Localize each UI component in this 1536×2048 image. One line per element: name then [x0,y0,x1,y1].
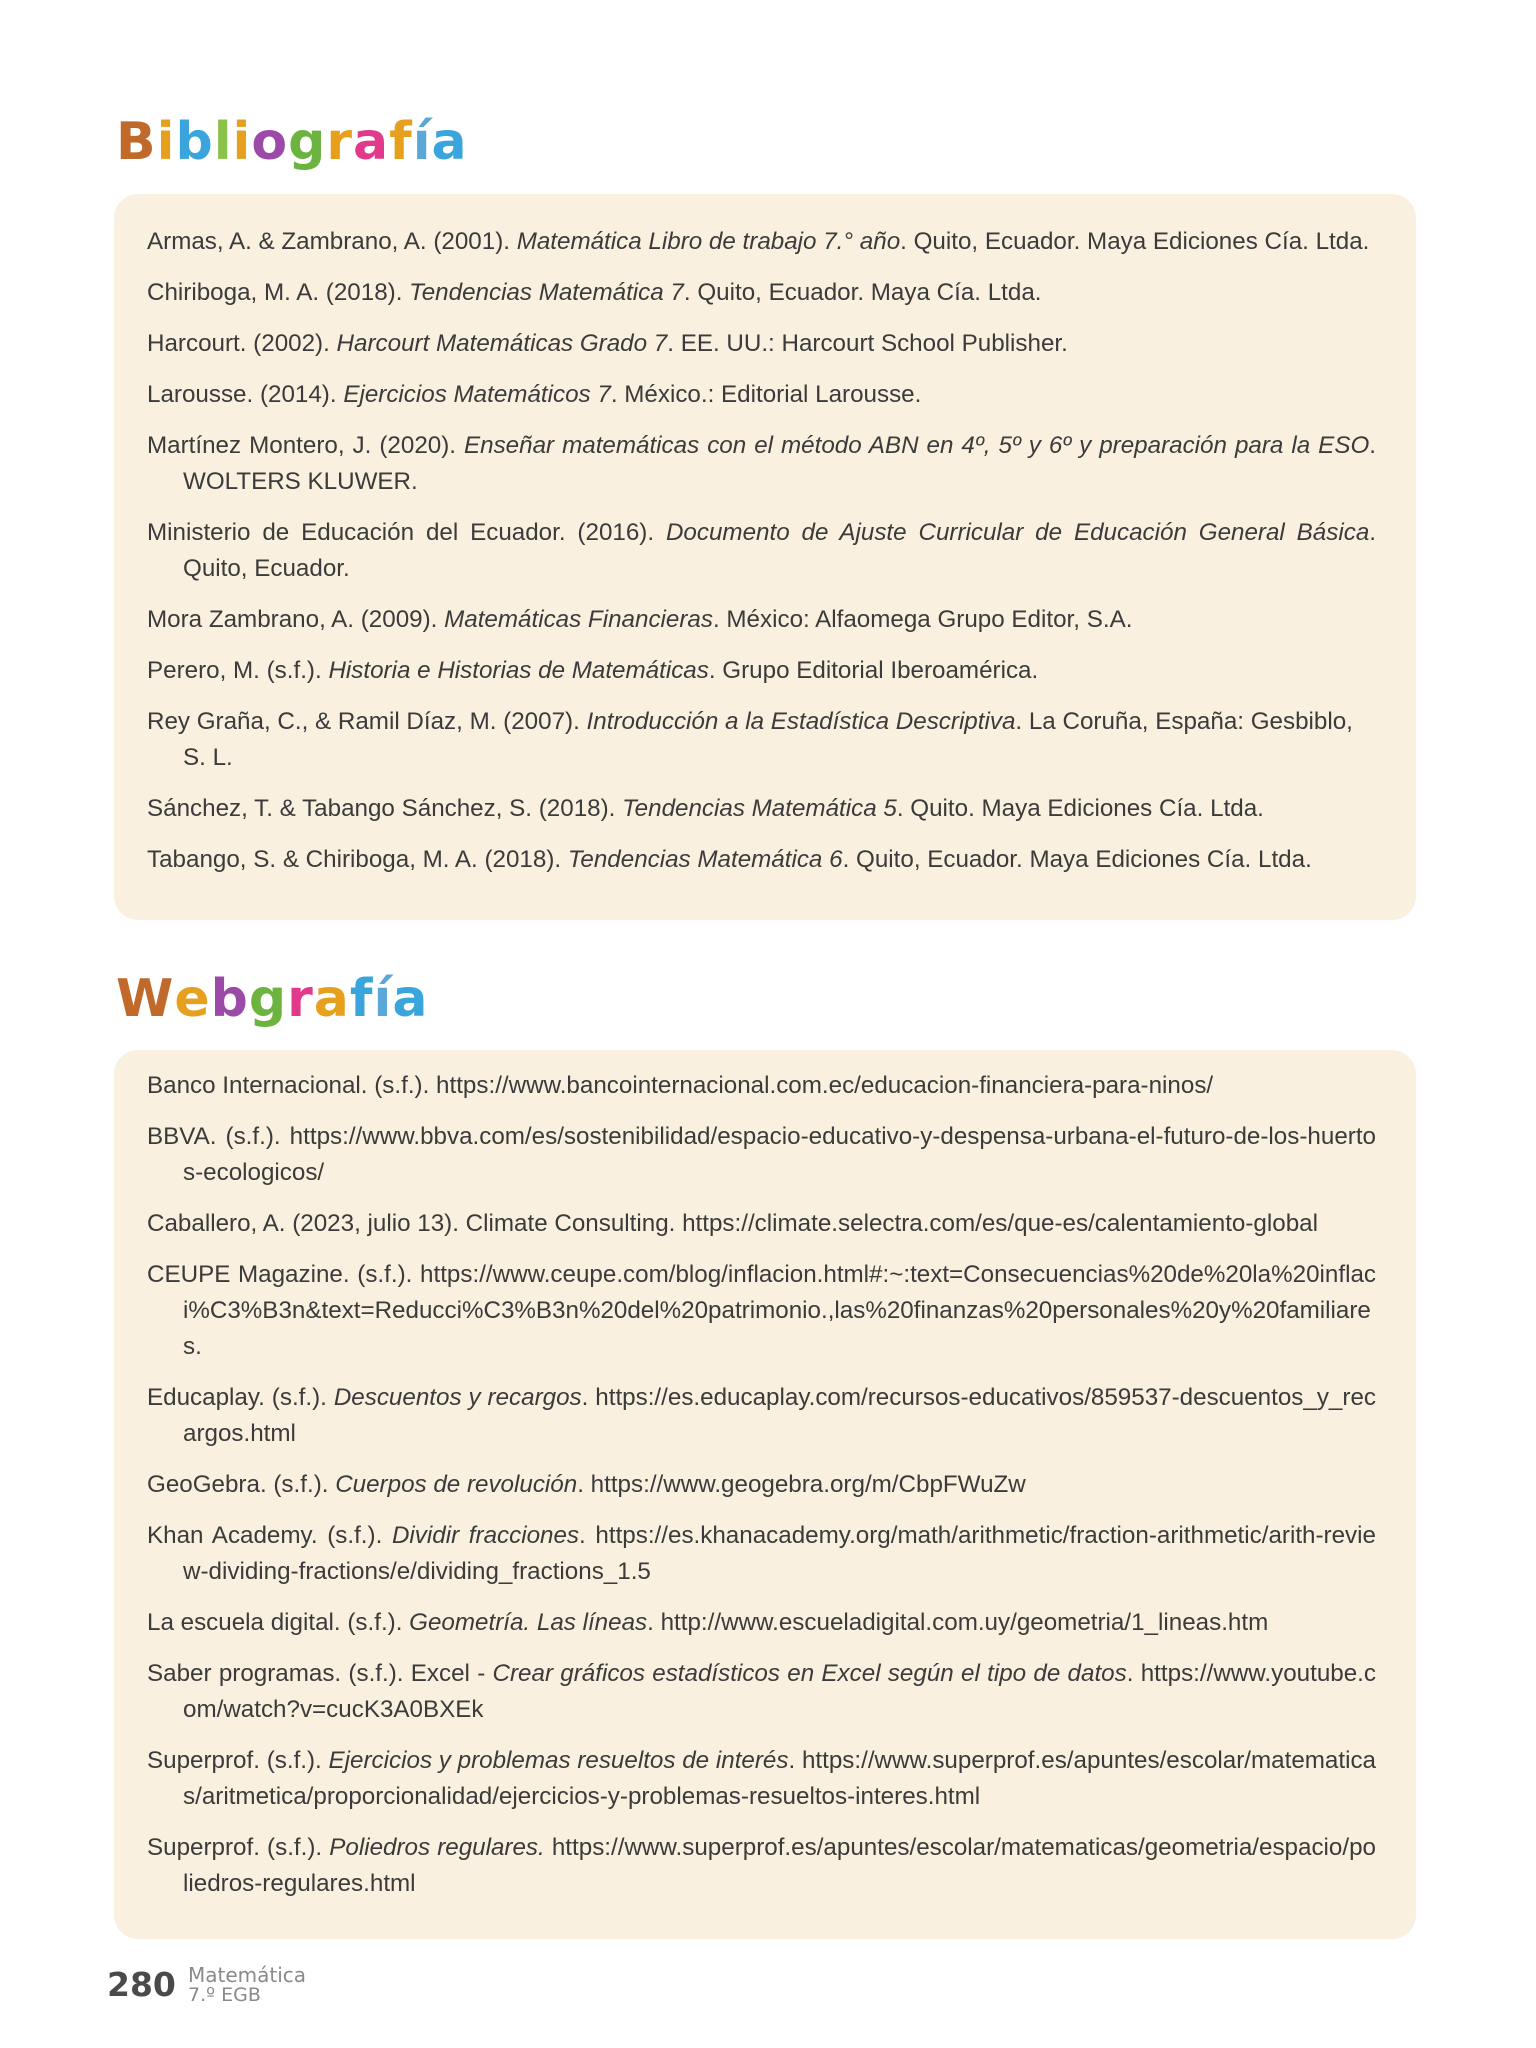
bibliography-entry-author: Ministerio de Educación del Ecuador. (2016). [147,519,666,546]
webography-title-letter: r [287,969,314,1029]
webography-entry [147,1257,1376,1365]
bibliography-entry [147,704,1376,776]
webography-entry [147,1743,1376,1815]
bibliography-entry-source: . Quito, Ecuador. Maya Ediciones Cía. Ltda. [842,846,1312,873]
bibliography-entry-author: Harcourt. (2002). [147,330,337,357]
webography-entry-author: Superprof. (s.f.). [147,1834,330,1861]
bibliography-title-letter: a [431,112,468,172]
bibliography-title-letter: o [251,112,289,172]
bibliography-entry-author: Perero, M. (s.f.). [147,657,329,684]
webography-title [116,969,429,1029]
bibliography-title-letter: l [213,112,233,172]
webography-entry-source: . http://www.escueladigital.com.uy/geometria/1_lineas.htm [647,1609,1269,1636]
webography-entry-author: BBVA. (s.f.). https://www.bbva.com/es/sostenibilidad/espacio-educativo-y-despensa-urbana-el-futuro-de-los-huertos-ecologicos/ [147,1123,1376,1186]
bibliography-entry-author: Larousse. (2014). [147,381,344,408]
webography-entry [147,1119,1376,1191]
bibliography-title [116,112,468,172]
bibliography-title-letter: r [326,112,353,172]
webography-entry [147,1467,1376,1503]
bibliography-entry-title: Introducción a la Estadística Descriptiva [586,708,1016,735]
webography-entry-author: La escuela digital. (s.f.). [147,1609,410,1636]
webography-entry-author: Educaplay. (s.f.). [147,1384,334,1411]
bibliography-entry [147,602,1376,638]
webography-entry-author: Saber programas. (s.f.). Excel - [147,1660,493,1687]
bibliography-entry [147,377,1376,413]
webography-entry-author: CEUPE Magazine. (s.f.). https://www.ceupe.com/blog/inflacion.html#:~:text=Consecuencias%20de%20la%20inflaci%C3%B3n&text=Reducci%C3%B3n%20del%20patrimonio.,las%20finanzas%20personales%20y%20familiares. [147,1261,1376,1360]
webography-entry-source: . https://www.youtube.com/watch?v=cucK3A0BXEk [183,1660,1377,1723]
webography-entry [147,1068,1376,1104]
webography-entry [147,1206,1376,1242]
webography-entry-author: Khan Academy. (s.f.). [147,1522,392,1549]
bibliography-title-letter: f [389,112,413,172]
bibliography-entry-title: Tendencias Matemática 5 [622,795,897,822]
bibliography-entry-author: Chiriboga, M. A. (2018). [147,279,410,306]
webography-title-letter: e [174,969,211,1029]
bibliography-panel [114,194,1416,920]
bibliography-entry-source: . Grupo Editorial Iberoamérica. [708,657,1039,684]
webography-title-letter: í [373,969,393,1029]
webography-entry-title: Descuentos y recargos [333,1384,582,1411]
webography-entry [147,1518,1376,1590]
bibliography-entry-author: Tabango, S. & Chiriboga, M. A. (2018). [147,846,568,873]
bibliography-entry-author: Mora Zambrano, A. (2009). [147,606,445,633]
bibliography-entry-title: Enseñar matemáticas con el método ABN en 4º, 5º y 6º y preparación para la ESO [464,432,1370,459]
webography-entry-title: Poliedros regulares. [329,1834,545,1861]
bibliography-entry-title: Matemáticas Financieras [444,606,713,633]
bibliography-entry-title: Ejercicios Matemáticos 7 [343,381,611,408]
bibliography-title-letter: í [412,112,432,172]
bibliography-entry-title: Matemática Libro de trabajo 7.° año [516,228,901,255]
bibliography-entry-title: Documento de Ajuste Curricular de Educación General Básica [665,519,1370,546]
bibliography-entry [147,224,1376,260]
bibliography-title-letter: a [352,112,390,172]
webography-entry [147,1605,1376,1641]
webography-title-letter: a [392,969,429,1029]
webography-entry-title: Geometría. Las líneas [409,1609,648,1636]
webography-entry [147,1830,1376,1902]
bibliography-title-letter: i [156,112,176,172]
webography-entry-source: . https://es.khanacademy.org/math/arithmetic/fraction-arithmetic/arith-review-dividing-fractions/e/dividing_fractions_1.5 [183,1522,1376,1585]
webography-entry-source: https://www.superprof.es/apuntes/escolar/matematicas/geometria/espacio/poliedros-regulares.html [183,1834,1376,1897]
bibliography-entry-source: . WOLTERS KLUWER. [183,432,1376,495]
bibliography-title-letter: B [116,112,157,172]
bibliography-entry [147,515,1376,587]
bibliography-title-letter: g [288,112,327,172]
webography-title-letter: W [116,969,175,1029]
webography-entry-title: Cuerpos de revolución [335,1471,578,1498]
bibliography-entry-source: . Quito, Ecuador. [183,519,1377,582]
bibliography-entry-source: . EE. UU.: Harcourt School Publisher. [667,330,1068,357]
webography-entry-author: Caballero, A. (2023, julio 13). Climate Consulting. https://climate.selectra.com/es/que-es/calentamiento-global [147,1210,1318,1237]
bibliography-entry [147,428,1376,500]
footer-grade: 7.º EGB [188,1984,261,2006]
bibliography-entry-title: Tendencias Matemática 7 [409,279,684,306]
webography-entry-source: . https://www.superprof.es/apuntes/escolar/matematicas/aritmetica/proporcionalidad/ejercicios-y-problemas-resueltos-interes.html [183,1747,1377,1810]
webography-entry-author: GeoGebra. (s.f.). [147,1471,336,1498]
bibliography-entry [147,842,1376,878]
webography-entry-title: Ejercicios y problemas resueltos de interés [328,1747,789,1774]
webography-title-letter: g [248,969,288,1029]
bibliography-entry-title: Tendencias Matemática 6 [567,846,843,873]
bibliography-entry-source: . Quito, Ecuador. Maya Ediciones Cía. Ltda. [900,228,1370,255]
bibliography-entry-source: . Quito. Maya Ediciones Cía. Ltda. [896,795,1264,822]
webography-entry-title: Crear gráficos estadísticos en Excel según el tipo de datos [492,1660,1127,1687]
bibliography-entry-source: . México: Alfaomega Grupo Editor, S.A. [712,606,1133,633]
bibliography-entry-title: Historia e Historias de Matemáticas [328,657,709,684]
bibliography-entry-title: Harcourt Matemáticas Grado 7 [336,330,668,357]
bibliography-entry-author: Martínez Montero, J. (2020). [147,432,464,459]
bibliography-entry-author: Armas, A. & Zambrano, A. (2001). [147,228,517,255]
footer-subject: Matemática [188,1963,307,1987]
bibliography-entry-source: . Quito, Ecuador. Maya Cía. Ltda. [683,279,1042,306]
webography-entry-author: Superprof. (s.f.). [147,1747,329,1774]
bibliography-entry-source: . México.: Editorial Larousse. [610,381,922,408]
webography-entry-source: . https://www.geogebra.org/m/CbpFWuZw [577,1471,1026,1498]
webography-entry-source: . https://es.educaplay.com/recursos-educativos/859537-descuentos_y_recargos.html [183,1384,1376,1447]
bibliography-title-letter: b [175,112,214,172]
bibliography-entry [147,326,1376,362]
bibliography-title-letter: i [232,112,252,172]
webography-entry-title: Dividir fracciones [391,1522,580,1549]
bibliography-entry-author: Rey Graña, C., & Ramil Díaz, M. (2007). [147,708,587,735]
webography-entry-author: Banco Internacional. (s.f.). https://www.bancointernacional.com.ec/educacion-financiera-para-ninos/ [147,1072,1214,1099]
bibliography-entry [147,653,1376,689]
webography-title-letter: a [313,969,350,1029]
page-number: 280 [107,1965,176,2004]
bibliography-entry-author: Sánchez, T. & Tabango Sánchez, S. (2018). [147,795,623,822]
webography-entry [147,1656,1376,1728]
webography-entry [147,1380,1376,1452]
bibliography-entry-source: . La Coruña, España: Gesbiblo, S. L. [183,708,1353,771]
webography-title-letter: b [210,969,249,1029]
webography-panel [114,1050,1416,1939]
bibliography-entry [147,791,1376,827]
bibliography-entry [147,275,1376,311]
webography-title-letter: f [349,969,374,1029]
